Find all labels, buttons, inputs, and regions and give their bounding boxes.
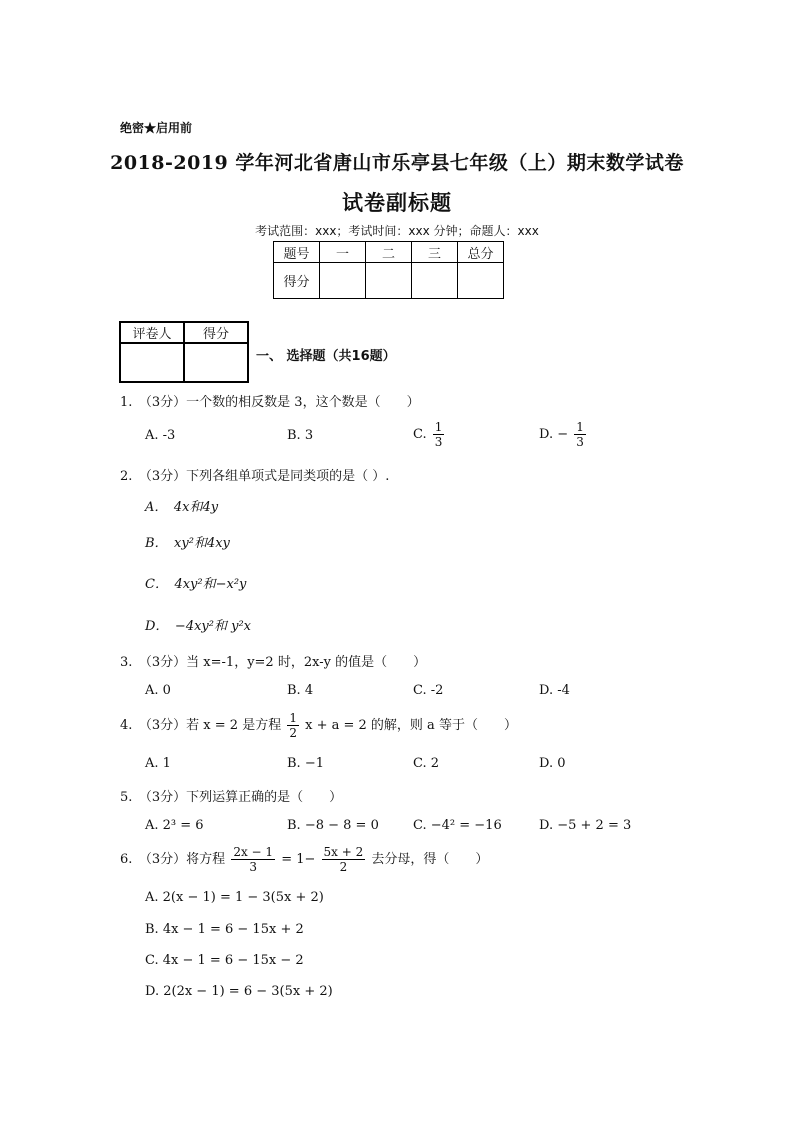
- question-1-option-d: [539, 420, 588, 449]
- grader-cell: [120, 343, 184, 382]
- fraction-denominator: 3: [249, 860, 258, 874]
- fraction-denominator: 3: [434, 435, 443, 449]
- question-6-option-b: B. 4x − 1 = 6 − 15x + 2: [145, 922, 304, 937]
- question-6-stem-mid: = 1−: [281, 852, 316, 867]
- question-6-stem-start: 6. （3分）将方程: [120, 852, 226, 867]
- question-5-option-b: B. −8 − 8 = 0: [287, 818, 379, 833]
- question-4-stem-end: x + a = 2 的解，则 a 等于（ ）: [305, 718, 517, 733]
- question-4-option-b: B. −1: [287, 756, 324, 771]
- fraction: [433, 420, 445, 449]
- section-heading: 一、 选择题（共16题）: [256, 349, 396, 364]
- question-4-stem: [120, 711, 517, 740]
- question-3-option-b: B. 4: [287, 683, 314, 698]
- fraction-numerator: 2x − 1: [233, 845, 274, 859]
- question-6-option-a: A. 2(x − 1) = 1 − 3(5x + 2): [145, 890, 324, 905]
- question-2-option-a: A． 4x和4y: [145, 500, 219, 515]
- question-5-option-d: D. −5 + 2 = 3: [539, 818, 632, 833]
- score-cell: [458, 263, 504, 299]
- fraction-numerator: 1: [576, 420, 584, 434]
- option-d-label: D. −: [539, 427, 569, 442]
- score-table: [273, 241, 504, 299]
- option-c-label: C.: [413, 427, 427, 442]
- question-5-option-c: C. −4² = −16: [413, 818, 502, 833]
- fraction: [574, 420, 586, 449]
- score-header: 三: [412, 242, 458, 263]
- grader-header: 评卷人: [120, 322, 184, 343]
- question-6-stem-end: 去分母，得（ ）: [371, 852, 489, 867]
- score-header: 总分: [458, 242, 504, 263]
- exam-title: 2018-2019 学年河北省唐山市乐亭县七年级（上）期末数学试卷: [110, 152, 684, 174]
- question-2-option-b: B． xy²和4xy: [145, 536, 230, 551]
- question-3-stem: 3. （3分）当 x=-1，y=2 时，2x-y 的值是（ ）: [120, 655, 427, 670]
- grader-cell: [184, 343, 248, 382]
- exam-subtitle: 试卷副标题: [342, 190, 452, 215]
- question-4-stem-start: 4. （3分）若 x = 2 是方程: [120, 718, 282, 733]
- question-3-option-d: D. -4: [539, 683, 570, 698]
- grader-table: [119, 321, 249, 383]
- fraction-denominator: 3: [576, 435, 584, 449]
- score-row-label: 得分: [274, 263, 320, 299]
- fraction: [231, 845, 275, 874]
- score-header: 二: [366, 242, 412, 263]
- question-5-option-a: A. 2³ = 6: [145, 818, 204, 833]
- question-4-option-d: D. 0: [539, 756, 566, 771]
- confidential-label: 绝密★启用前: [120, 121, 193, 135]
- question-1-option-a: A. -3: [145, 428, 176, 443]
- question-5-stem: 5. （3分）下列运算正确的是（ ）: [120, 790, 343, 805]
- fraction-denominator: 2: [339, 860, 348, 874]
- fraction-numerator: 5x + 2: [323, 845, 364, 859]
- question-6-option-d: D. 2(2x − 1) = 6 − 3(5x + 2): [145, 984, 333, 999]
- score-cell: [320, 263, 366, 299]
- question-4-option-c: C. 2: [413, 756, 440, 771]
- fraction-numerator: 1: [434, 420, 443, 434]
- fraction: [322, 845, 366, 874]
- grader-header: 得分: [184, 322, 248, 343]
- question-3-option-c: C. -2: [413, 683, 444, 698]
- score-cell: [412, 263, 458, 299]
- question-1-stem: 1. （3分）一个数的相反数是 3，这个数是（ ）: [120, 395, 420, 410]
- fraction-numerator: 1: [289, 711, 297, 725]
- question-1-option-c: [413, 420, 446, 449]
- score-cell: [366, 263, 412, 299]
- score-header: 一: [320, 242, 366, 263]
- question-6-option-c: C. 4x − 1 = 6 − 15x − 2: [145, 953, 304, 968]
- question-6-stem: [120, 845, 488, 874]
- question-1-option-b: B. 3: [287, 428, 314, 443]
- question-3-option-a: A. 0: [145, 683, 171, 698]
- fraction-denominator: 2: [289, 726, 297, 740]
- exam-info: 考试范围：xxx；考试时间：xxx 分钟；命题人：xxx: [255, 224, 539, 238]
- question-4-option-a: A. 1: [145, 756, 171, 771]
- score-header: 题号: [274, 242, 320, 263]
- question-2-option-c: C． 4xy²和−x²y: [145, 577, 247, 592]
- question-2-stem: 2. （3分）下列各组单项式是同类项的是（ ）.: [120, 469, 390, 484]
- question-2-option-d: D． −4xy²和 y²x: [145, 619, 251, 634]
- fraction: [287, 711, 299, 740]
